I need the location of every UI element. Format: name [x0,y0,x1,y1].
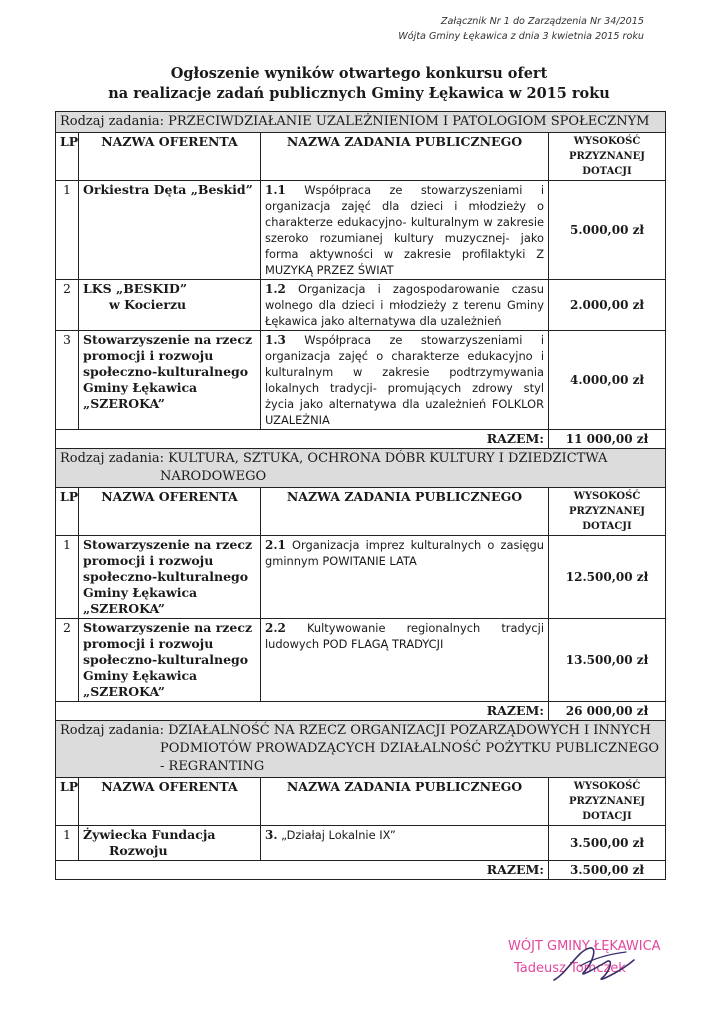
row-task-number: 2.1 [265,538,286,552]
total-label: RAZEM: [56,861,549,880]
total-amount: 26 000,00 zł [549,702,666,721]
row-lp: 1 [56,826,79,861]
row-organization-line3: społeczno-kulturalnego [83,652,249,667]
column-header-task: NAZWA ZADANIA PUBLICZNEGO [261,133,549,181]
row-lp: 1 [56,536,79,619]
row-organization-line4: Gminy Łękawica [83,380,198,395]
total-row [56,430,666,449]
section-heading-line1: Rodzaj zadania: PRZECIWDZIAŁANIE UZALEŻNIENIOM I PATOLOGIOM SPOŁECZNYM [60,114,650,129]
section-heading-row [56,449,666,488]
row-amount: 2.000,00 zł [549,280,666,331]
row-lp: 3 [56,331,79,430]
row-organization-line2: promocji i rozwoju [83,553,214,568]
column-header-amount-line2: PRZYZNANEJ [569,796,645,807]
row-task-text: Współpraca ze stowarzyszeniami i organizacja zajęć dla dzieci i młodzieży o charakterze edukacyjno- kulturalnym w zakresie szeroko rozumianej kultury muzycznej- jako forma aktywności w zakresie profilaktyki Z MUZYKĄ PRZEZ ŚWIAT [265,183,544,277]
table-row [56,619,666,702]
column-header-amount-line1: WYSOKOŚĆ [573,491,641,502]
row-organization-line4: Gminy Łękawica [83,585,198,600]
row-organization-line3: społeczno-kulturalnego [83,364,249,379]
row-organization-line1: LKS „BESKID” [83,281,188,296]
row-organization-line2: promocji i rozwoju [83,348,214,363]
row-lp: 2 [56,280,79,331]
column-header-row [56,133,666,181]
row-organization-line2: Rozwoju [109,843,168,858]
row-task-number: 3. [265,828,278,842]
row-task-text: Organizacja imprez kulturalnych o zasięgu gminnym POWITANIE LATA [265,538,545,568]
column-header-amount-line2: PRZYZNANEJ [569,506,645,517]
column-header-amount [549,778,666,826]
row-organization-line5: „SZEROKA” [83,396,165,411]
row-task-number: 1.3 [265,333,286,347]
section-heading-line1: Rodzaj zadania: KULTURA, SZTUKA, OCHRONA DÓBR KULTURY I DZIEDZICTWA [60,451,608,466]
results-table [55,111,666,880]
row-amount: 5.000,00 zł [549,181,666,280]
row-task-text: Organizacja i zagospodarowanie czasu wolnego dla dzieci i młodzieży z terenu Gminy Łękawica jako alternatywa dla uzależnień [265,282,544,328]
column-header-amount-line3: DOTACJI [582,521,632,532]
section-heading [56,721,666,778]
table-row [56,826,666,861]
table-row [56,536,666,619]
column-header-amount-line1: WYSOKOŚĆ [573,781,641,792]
total-amount: 11 000,00 zł [549,430,666,449]
row-task-text: Współpraca ze stowarzyszeniami i organizacja zajęć o charakterze edukacyjno i kulturalnym w zakresie podtrzymywania lokalnych tradycji- promujących zdrowy styl życia jako alternatywa dla uzależnień FOLKLOR UZALEŻNIA [265,333,544,427]
document-title-line2: na realizacje zadań publicznych Gminy Łękawica w 2015 roku [108,85,610,102]
row-organization-line1: Żywiecka Fundacja [83,827,216,842]
column-header-row [56,778,666,826]
column-header-organization: NAZWA OFERENTA [79,133,261,181]
row-organization-line5: „SZEROKA” [83,601,165,616]
row-amount: 4.000,00 zł [549,331,666,430]
row-task [261,536,549,619]
column-header-lp: LP [56,133,79,181]
row-task [261,280,549,331]
section-heading-row [56,721,666,778]
attachment-note-line1: Załącznik Nr 1 do Zarządzenia Nr 34/2015 [440,16,644,27]
column-header-organization: NAZWA OFERENTA [79,778,261,826]
mayor-stamp-title: WÓJT GMINY ŁĘKAWICA [508,939,661,954]
row-organization-line4: Gminy Łękawica [83,668,198,683]
row-organization [79,826,261,861]
column-header-task: NAZWA ZADANIA PUBLICZNEGO [261,778,549,826]
row-organization [79,280,261,331]
row-organization-line1: Stowarzyszenie na rzecz [83,537,253,552]
row-task-number: 2.2 [265,621,286,635]
row-amount: 3.500,00 zł [549,826,666,861]
section-heading-line2: PODMIOTÓW PROWADZĄCYCH DZIAŁALNOŚĆ POŻYTKU PUBLICZNEGO - REGRANTING [160,741,660,774]
row-task-text: Kultywowanie regionalnych tradycji ludowych POD FLAGĄ TRADYCJI [265,621,545,651]
row-organization-line5: „SZEROKA” [83,684,165,699]
section-heading-line1: Rodzaj zadania: DZIAŁALNOŚĆ NA RZECZ ORGANIZACJI POZARZĄDOWYCH I INNYCH [60,723,651,738]
row-task-text: „Działaj Lokalnie IX” [281,828,396,842]
total-label: RAZEM: [56,430,549,449]
row-task [261,181,549,280]
total-amount: 3.500,00 zł [549,861,666,880]
column-header-row [56,488,666,536]
row-organization-line1: Stowarzyszenie na rzecz [83,332,253,347]
attachment-note [284,14,644,44]
column-header-task: NAZWA ZADANIA PUBLICZNEGO [261,488,549,536]
table-row [56,331,666,430]
row-organization [79,536,261,619]
section-heading-line2: NARODOWEGO [160,469,267,484]
row-organization-line1: Orkiestra Dęta „Beskid” [83,182,253,197]
section-heading [56,449,666,488]
column-header-amount-line2: PRZYZNANEJ [569,151,645,162]
row-task [261,619,549,702]
column-header-amount-line1: WYSOKOŚĆ [573,136,641,147]
column-header-organization: NAZWA OFERENTA [79,488,261,536]
mayor-stamp-name: Tadeusz Tomczek [514,961,626,976]
row-task-number: 1.2 [265,282,286,296]
column-header-amount-line3: DOTACJI [582,166,632,177]
row-amount: 12.500,00 zł [549,536,666,619]
row-task [261,826,549,861]
total-row [56,702,666,721]
total-label: RAZEM: [56,702,549,721]
table-row [56,181,666,280]
table-row [56,280,666,331]
row-organization [79,331,261,430]
row-organization [79,181,261,280]
section-heading-row [56,112,666,133]
handwritten-signature [550,942,640,992]
column-header-amount [549,488,666,536]
results-table-body [56,112,666,880]
column-header-amount-line3: DOTACJI [582,811,632,822]
row-organization-line3: społeczno-kulturalnego [83,569,249,584]
total-row [56,861,666,880]
column-header-lp: LP [56,488,79,536]
row-task [261,331,549,430]
row-organization-line2: promocji i rozwoju [83,636,214,651]
row-organization-line2: w Kocierzu [109,297,187,312]
row-task-number: 1.1 [265,183,286,197]
row-lp: 1 [56,181,79,280]
document-title-line1: Ogłoszenie wyników otwartego konkursu ofert [170,65,548,82]
row-organization [79,619,261,702]
column-header-lp: LP [56,778,79,826]
document-title [0,64,718,104]
column-header-amount [549,133,666,181]
row-amount: 13.500,00 zł [549,619,666,702]
section-heading [56,112,666,133]
attachment-note-line2: Wójta Gminy Łękawica z dnia 3 kwietnia 2015 roku [398,31,644,42]
row-lp: 2 [56,619,79,702]
row-organization-line1: Stowarzyszenie na rzecz [83,620,253,635]
